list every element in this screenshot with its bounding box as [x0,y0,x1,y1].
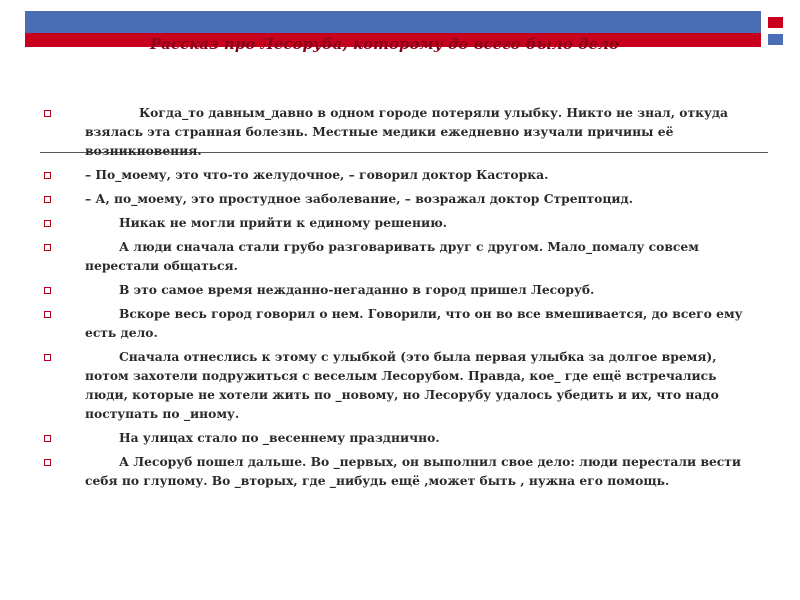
list-item [40,347,760,423]
paragraph-text: – А, по_моему, это простудное заболевание, – возражал доктор Стрептоцид. [85,191,634,206]
list-item [40,189,760,208]
square-bullet-icon [44,311,51,318]
list-item [40,452,760,490]
paragraph-text: Сначала отнеслись к этому с улыбкой (это была первая улыбка за долгое время), потом захотели подружиться с веселым Лесорубом. Правда, кое_ где ещё встречались люди, которые не хотели жить по _новому, но Лесорубу удалось убедить и их, что надо поступать по _иному. [85,349,719,421]
paragraph-text: В это самое время нежданно-негаданно в город пришел Лесоруб. [119,282,595,297]
paragraph-text: На улицах стало по _весеннему празднично. [119,430,440,445]
paragraph-text: А люди сначала стали грубо разговаривать друг с другом. Мало_помалу совсем перестали общаться. [85,239,699,273]
list-item [40,103,760,160]
square-bullet-icon [44,110,51,117]
paragraph-text: Вскоре весь город говорил о нем. Говорили, что он во все вмешивается, до всего ему есть дело. [85,306,743,340]
paragraph-text: А Лесоруб пошел дальше. Во _первых, он выполнил свое дело: люди перестали вести себя по глупому. Во _вторых, где _нибудь ещё ,может быть , нужна его помощь. [85,454,742,488]
square-bullet-icon [44,354,51,361]
list-item [40,237,760,275]
corner-blue-square [767,33,784,46]
corner-red-square [767,16,784,29]
header-blue-band [25,11,761,33]
list-item [40,280,760,299]
list-item [40,165,760,184]
list-item [40,304,760,342]
slide-title: Рассказ про Лесоруба, которому до всего было дело [150,35,620,53]
square-bullet-icon [44,435,51,442]
list-item [40,213,760,232]
paragraph-text: Когда_то давным_давно в одном городе потеряли улыбку. Никто не знал, откуда взялась эта странная болезнь. Местные медики ежедневно изучали причины её возникновения. [85,105,729,158]
list-item [40,428,760,447]
square-bullet-icon [44,459,51,466]
square-bullet-icon [44,220,51,227]
story-list [40,103,760,495]
square-bullet-icon [44,196,51,203]
square-bullet-icon [44,172,51,179]
square-bullet-icon [44,244,51,251]
square-bullet-icon [44,287,51,294]
paragraph-text: Никак не могли прийти к единому решению. [119,215,448,230]
paragraph-text: – По_моему, это что-то желудочное, – говорил доктор Касторка. [85,167,549,182]
